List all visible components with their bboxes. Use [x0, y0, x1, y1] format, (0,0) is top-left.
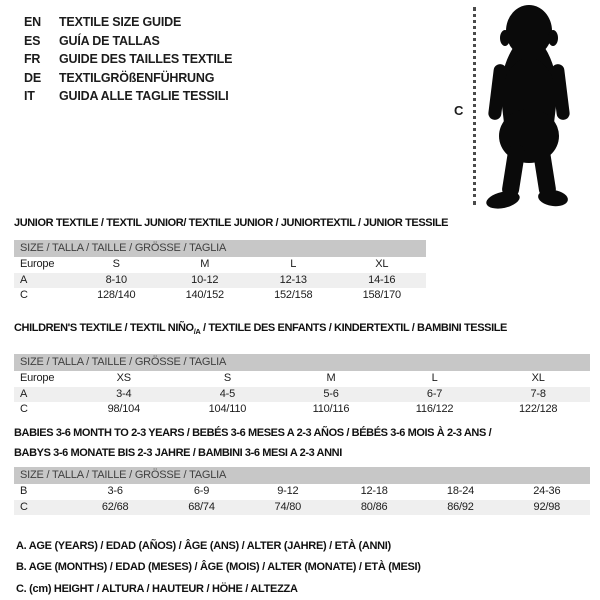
table-cell: 14-16	[368, 273, 396, 286]
table-cell: 12-18	[360, 485, 388, 497]
table-cell: 128/140	[97, 289, 136, 301]
table-cell: 140/152	[185, 289, 224, 301]
heading-text: CHILDREN'S TEXTILE / TEXTIL NIÑO	[14, 322, 194, 334]
row-label: Europe	[20, 372, 55, 385]
table-cell: 80/86	[360, 500, 388, 513]
table-cell: 8-10	[105, 273, 127, 286]
language-row-en	[24, 13, 232, 32]
table-row	[14, 257, 426, 273]
babies-size-table	[14, 467, 590, 515]
section-heading-line2: BABYS 3-6 MONATE BIS 2-3 JAHRE / BAMBINI 3-6 MESI A 2-3 ANNI	[14, 447, 342, 459]
language-title: TEXTILGRÖßENFÜHRUNG	[59, 70, 215, 85]
section-heading-line1: BABIES 3-6 MONTH TO 2-3 YEARS / BEBÉS 3-6 MESES A 2-3 AÑOS / BÉBÉS 3-6 MOIS À 2-3 ANS /	[14, 427, 492, 439]
heading-text: / TEXTILE DES ENFANTS / KINDERTEXTIL / BAMBINI TESSILE	[200, 322, 507, 334]
table-cell: XS	[116, 372, 131, 385]
table-cell: M	[326, 372, 336, 385]
baby-figure	[452, 0, 600, 216]
measure-legend	[16, 536, 421, 600]
legend-line-b: B. AGE (MONTHS) / EDAD (MESES) / ÂGE (MOIS) / ALTER (MONATE) / ETÀ (MESI)	[16, 561, 421, 574]
table-cell: S	[112, 258, 120, 270]
row-label: C	[20, 403, 28, 416]
table-cell: 5-6	[323, 387, 339, 400]
table-cell: 74/80	[274, 500, 302, 513]
table-cell: 18-24	[446, 485, 475, 497]
table-cell: 86/92	[447, 500, 474, 513]
language-title: GUIDA ALLE TAGLIE TESSILI	[59, 89, 229, 104]
baby-silhouette-icon	[479, 2, 579, 210]
table-row	[14, 288, 426, 304]
table-cell: 3-4	[116, 387, 132, 400]
table-cell: 104/110	[208, 403, 247, 416]
table-cell: 6-9	[193, 485, 210, 497]
table-row	[14, 273, 426, 289]
table-cell: 10-12	[191, 273, 219, 286]
table-body	[14, 484, 590, 515]
table-cell: 7-8	[530, 387, 546, 400]
junior-size-table	[14, 240, 426, 304]
table-body	[14, 257, 426, 304]
row-label: A	[20, 387, 28, 400]
table-cell: 110/116	[312, 403, 350, 416]
table-cell: L	[431, 372, 438, 385]
table-cell: 152/158	[274, 289, 313, 301]
legend-line-a: A. AGE (YEARS) / EDAD (AÑOS) / ÂGE (ANS) / ALTER (JAHRE) / ETÀ (ANNI)	[16, 540, 391, 552]
row-label: B	[20, 485, 28, 497]
language-row-fr	[24, 50, 232, 69]
language-row-es	[24, 32, 232, 51]
row-label: C	[20, 289, 28, 301]
table-row	[14, 387, 590, 403]
table-cell: 98/104	[107, 403, 141, 416]
language-code: IT	[24, 89, 35, 104]
table-cell: 116/122	[415, 403, 454, 416]
language-code: FR	[24, 52, 41, 67]
table-cell: 68/74	[188, 500, 215, 513]
heading-subscript: /A	[193, 327, 201, 337]
table-size-header: SIZE / TALLA / TAILLE / GRÖSSE / TAGLIA	[14, 240, 426, 257]
language-code: ES	[24, 33, 41, 48]
table-cell: 6-7	[426, 387, 443, 400]
table-cell: 24-36	[533, 485, 561, 497]
table-cell: XL	[531, 372, 545, 385]
language-title: GUIDE DES TAILLES TEXTILE	[59, 52, 233, 67]
table-row	[14, 484, 590, 500]
table-cell: XL	[375, 258, 389, 270]
table-cell: S	[223, 372, 231, 385]
table-row	[14, 402, 590, 418]
section-heading: JUNIOR TEXTILE / TEXTIL JUNIOR/ TEXTILE JUNIOR / JUNIORTEXTIL / JUNIOR TESSILE	[14, 217, 449, 229]
language-title: TEXTILE SIZE GUIDE	[59, 15, 182, 29]
table-cell: 92/98	[533, 500, 561, 513]
language-code: EN	[24, 15, 41, 29]
language-list	[24, 13, 232, 106]
height-measure-label: C	[454, 103, 464, 118]
table-row	[14, 371, 590, 387]
language-code: DE	[24, 70, 41, 85]
table-row	[14, 500, 590, 516]
section-children-textile	[14, 322, 590, 418]
children-size-table	[14, 354, 590, 418]
table-cell: 122/128	[518, 403, 558, 416]
row-label: C	[20, 500, 28, 513]
table-size-header: SIZE / TALLA / TAILLE / GRÖSSE / TAGLIA	[14, 354, 590, 371]
table-cell: 158/170	[362, 289, 401, 301]
table-cell: 9-12	[277, 485, 299, 497]
legend-line-c: C. (cm) HEIGHT / ALTURA / HAUTEUR / HÖHE / ALTEZZA	[16, 582, 298, 595]
section-junior-textile	[14, 217, 448, 304]
table-cell: 12-13	[279, 273, 307, 286]
row-label: A	[20, 273, 28, 286]
table-cell: 4-5	[219, 387, 236, 400]
section-heading	[14, 322, 590, 338]
table-cell: M	[200, 258, 210, 270]
height-dotted-line-icon	[473, 7, 476, 205]
language-title: GUÍA DE TALLAS	[59, 33, 160, 48]
section-babies-textile	[14, 423, 590, 515]
language-row-de	[24, 69, 232, 88]
language-row-it	[24, 87, 232, 106]
table-cell: 3-6	[107, 485, 123, 497]
table-size-header: SIZE / TALLA / TAILLE / GRÖSSE / TAGLIA	[14, 467, 590, 484]
table-cell: L	[290, 258, 297, 270]
row-label: Europe	[20, 258, 55, 270]
table-cell: 62/68	[101, 500, 129, 513]
table-body	[14, 371, 590, 418]
